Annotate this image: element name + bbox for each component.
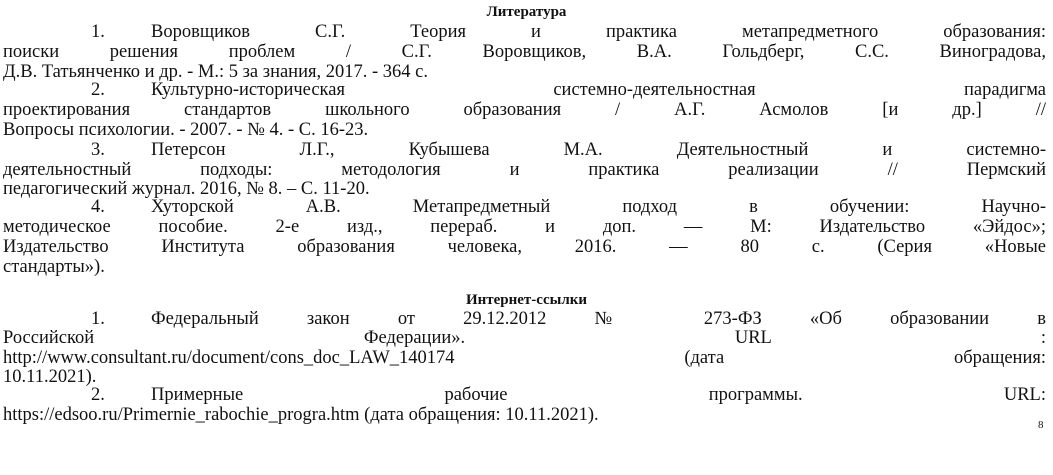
internet-item-1-line-3: http://www.consultant.ru/document/cons_doc_LAW_140174 (дата обращения:: [3, 348, 1046, 368]
item-number: 2.: [91, 385, 105, 405]
literature-item-2-line-3: Вопросы психологии. - 2007. - № 4. - С. 16-23.: [3, 120, 369, 140]
literature-item-3-line-3: педагогический журнал. 2016, № 8. – С. 11-20.: [3, 179, 370, 199]
line-text: Культурно-историческая системно-деятельностная парадигма: [151, 80, 1046, 100]
line-text: Петерсон Л.Г., Кубышева М.А. Деятельностный и системно-: [151, 140, 1046, 160]
literature-item-3-line-2: деятельностный подходы: методология и практика реализации // Пермский: [3, 160, 1046, 180]
literature-item-4-line-1: [91, 197, 1046, 217]
internet-item-2-line-1: [91, 385, 1046, 405]
internet-item-1-line-4: 10.11.2021).: [3, 367, 97, 387]
literature-item-4-line-2: методическое пособие. 2-е изд., перераб. и доп. — М: Издательство «Эйдос»;: [3, 217, 1046, 237]
item-number: 2.: [91, 80, 105, 100]
line-text: Федеральный закон от 29.12.2012 № 273-ФЗ «Об образовании в: [151, 309, 1046, 329]
item-number: 3.: [91, 140, 105, 160]
literature-item-2-line-2: проектирования стандартов школьного образования / А.Г. Асмолов [и др.] //: [3, 100, 1046, 120]
literature-item-1-line-1: [91, 22, 1046, 42]
item-number: 4.: [91, 197, 105, 217]
literature-item-4-line-3: Издательство Института образования человека, 2016. — 80 с. (Серия «Новые: [3, 237, 1046, 257]
literature-item-4-line-4: стандарты»).: [3, 257, 105, 277]
line-text: Воровщиков С.Г. Теория и практика метапредметного образования:: [151, 22, 1046, 42]
literature-item-2-line-1: [91, 80, 1046, 100]
literature-heading: Литература: [486, 4, 567, 20]
literature-item-1-line-2: поиски решения проблем / С.Г. Воровщиков, В.А. Гольдберг, С.С. Виноградова,: [3, 42, 1046, 62]
internet-heading: Интернет-ссылки: [465, 292, 588, 308]
page-number: 8: [1038, 419, 1044, 431]
internet-item-1-line-1: [91, 309, 1046, 329]
literature-item-3-line-1: [91, 140, 1046, 160]
line-text: Примерные рабочие программы. URL:: [151, 385, 1046, 405]
literature-item-1-line-3: Д.В. Татьянченко и др. - М.: 5 за знания, 2017. - 364 с.: [3, 62, 428, 82]
internet-item-2-line-2: https://edsoo.ru/Primernie_rabochie_progra.htm (дата обращения: 10.11.2021).: [3, 405, 599, 425]
internet-item-1-line-2: Российской Федерации». URL :: [3, 328, 1046, 348]
line-text: Хуторской А.В. Метапредметный подход в обучении: Научно-: [151, 197, 1046, 217]
item-number: 1.: [91, 22, 105, 42]
item-number: 1.: [91, 309, 105, 329]
